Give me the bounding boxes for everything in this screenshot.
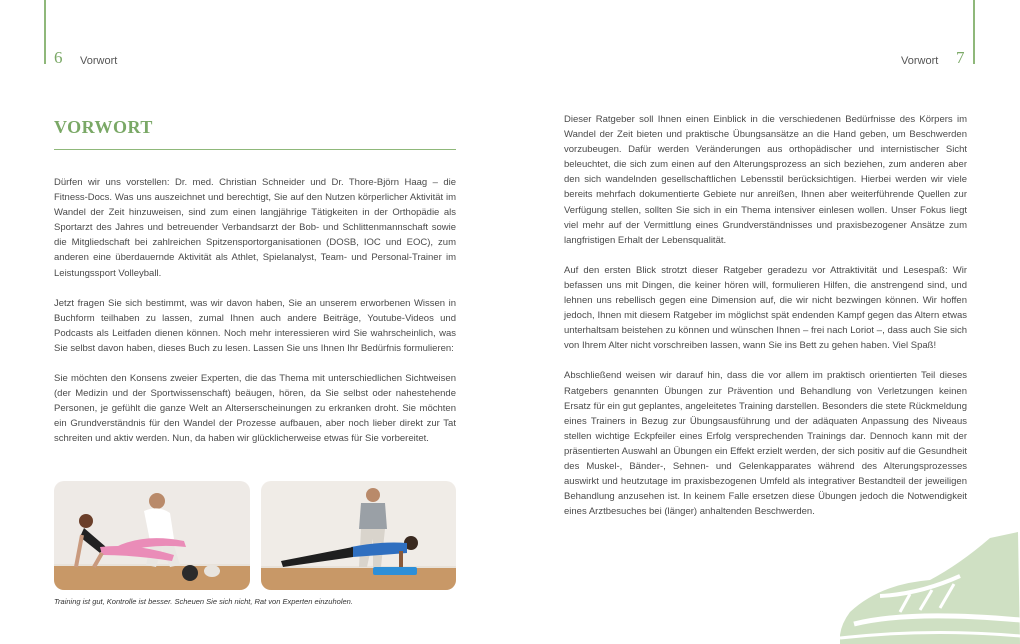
right-page-number: 7	[956, 48, 965, 67]
decorative-shoe-graphic	[840, 524, 1020, 644]
paragraph: Auf den ersten Blick strotzt dieser Ratgeber geradezu vor Attraktivität und Lesespaß: Wir befassen uns mit Dingen, die keiner hören will, formulieren Hilfen, die anstrengend sind, und lehnen uns rebellisch gegen eine Dimension auf, die wir nicht bezwingen können. Wir hoffen jedoch, Ihnen mit diesem Ratgeber im möglichst spät endenden Kampf gegen das Altern etwas unterhaltsam beistehen zu können und wünschen Ihnen – frei nach Loriot –, dass auch Sie sich von Ihrem Alter nicht vorschreiben lassen, wann Sie ins Bett zu gehen haben. Viel Spaß!	[564, 264, 967, 352]
paragraph: Dieser Ratgeber soll Ihnen einen Einblick in die verschiedenen Bedürfnisse des Körpers im Wandel der Zeit bieten und praktische Übungsansätze an die Hand geben, um Beschwerden vorzubeugen. Dafür werden Veränderungen aus orthopädischer und internistischer Sicht beleuchtet, die sich zum einen auf den Alterungsprozess an sich beziehen, zum anderen aber den sich wandelnden gesellschaftlichen Lebensstil berücksichtigen. Hierbei werden wir viele bereits mehrfach dokumentierte Gebiete nur anreißen, Ihnen aber weiterführende Quellen zur Verfügung stellen, sollten Sie sich in ein Thema intensiver einlesen wollen. Unser Fokus liegt viel mehr auf der Vermittlung eines Grundverständnisses und praxisbezogener Ansätze zum langfristigen Erhalt der Lebensqualität.	[564, 114, 967, 246]
right-running-header: Vorwort	[901, 55, 939, 67]
paragraph: Abschließend weisen wir darauf hin, dass die vor allem im praktisch orientierten Teil dieses Ratgebers genannten Übungen zur Prävention und Behandlung von Verletzungen keinen Ersatz für ein gut geplantes, angeleitetes Training darstellen. Besonders die stete Rückmeldung eines Trainers in Bezug zur Übungsausführung und der adäquaten Anpassung des Niveaus stellen wichtige Eckpfeiler eines Erfolg versprechenden Trainings dar. Dennoch kann mit der präsentierten Auswahl an Übungen ein Effekt erzielt werden, der sich positiv auf die Gesundheit des Muskel-, Bänder-, Sehnen- und Gelenkapparates während des Alterungsprozesses auswirkt und heutzutage im praxisbezogenen Umfeld als integrativer Bestandteil der jeweiligen Behandlung anzusehen ist. In keinem Falle ersetzen diese Übungen jedoch die Notwendigkeit eines Arztbesuches bei (länger) anhaltenden Beschwerden.	[564, 370, 967, 518]
trainer-pushup-illustration	[261, 481, 456, 590]
left-margin-line	[44, 0, 46, 64]
title-underline	[54, 149, 456, 150]
paragraph: Dürfen wir uns vorstellen: Dr. med. Christian Schneider und Dr. Thore-Björn Haag – die Fitness-Docs. Was uns auszeichnet und berechtigt, Sie auf den Nutzen körperlicher Aktivität im Wandel der Zeit hinzuweisen, sind zum einen langjährige Tätigkeiten in der Orthopädie als Sportarzt des Jahres und betreuender Verbandsarzt der Bob- und Schlittenmannschaft sowie die Mitgliedschaft bei zahlreichen Spitzensportorganisationen (DOSB, IOC und EOC), zum anderen eine überdauernde Aktivität als Athlet, Spielanalyst, Team- und Personal-Trainer im Leistungssport Volleyball.	[54, 177, 456, 279]
left-running-header: Vorwort	[80, 55, 118, 67]
photo-pushup-exercise	[261, 481, 456, 590]
right-text-column	[564, 112, 967, 534]
chapter-title: VORWORT	[54, 117, 153, 137]
photo-caption: Training ist gut, Kontrolle ist besser. Scheuen Sie sich nicht, Rat von Experten einzuholen.	[54, 597, 353, 606]
right-margin-line	[973, 0, 975, 64]
photo-stretching-exercise	[54, 481, 250, 590]
left-page-number: 6	[54, 48, 63, 67]
trainer-stretching-illustration	[54, 481, 250, 590]
paragraph: Jetzt fragen Sie sich bestimmt, was wir davon haben, Sie an unserem erworbenen Wissen in Buchform teilhaben zu lassen, zumal Ihnen auch andere Beiträge, Youtube-Videos und Podcasts als Leitfaden dienen können. Noch mehr interessieren wird Sie wahrscheinlich, was Sie selbst davon haben, dieses Buch zu lesen. Lassen Sie uns Ihnen Ihr Bedürfnis formulieren:	[54, 297, 456, 354]
left-text-column	[54, 175, 456, 462]
paragraph: Sie möchten den Konsens zweier Experten, die das Thema mit unterschiedlichen Sichtweisen (der Medizin und der Sportwissenschaft) beäugen, hören, da Sie selbst oder nahestehende Personen, je gefühlt die ganze Welt an Alterserscheinungen zu erkranken droht. Sie möchten ein Grundverständnis für den Wandel der Prozesse aufbauen, aber noch lieber direkt zur Tat schreiten und aktiv werden. Nun, da haben wir glücklicherweise etwas für Sie vorbereitet.	[54, 373, 456, 445]
